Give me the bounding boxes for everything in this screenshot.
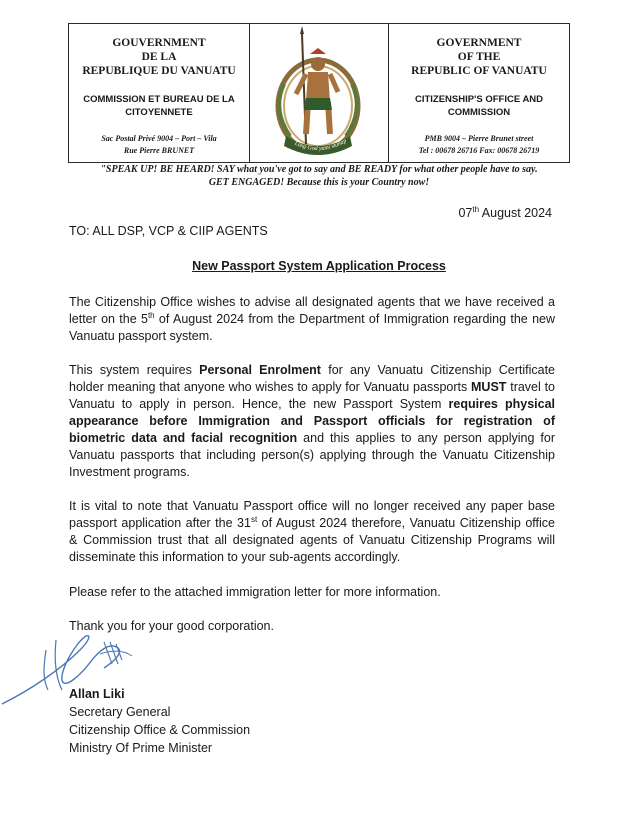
signatory-office: Citizenship Office & Commission — [69, 723, 251, 737]
subject-heading: New Passport System Application Process — [192, 259, 446, 273]
letterhead-english-title — [389, 36, 569, 78]
letterhead-english-address — [389, 133, 569, 157]
ordinal-suffix: th — [147, 310, 155, 320]
emblem-motto: Long God yumi stanap — [293, 138, 348, 153]
paragraph-advice — [69, 294, 555, 345]
letterhead-french-address — [69, 133, 249, 157]
slogan-line: GET ENGAGED! Because this is your Country now! — [208, 176, 430, 188]
coat-of-arms — [250, 24, 388, 162]
letterhead-english-office-line: CITIZENSHIP'S OFFICE AND — [414, 94, 544, 105]
letterhead-english-title-line: OF THE — [457, 51, 501, 63]
paragraph-reference: Please refer to the attached immigration letter for more information. — [69, 585, 441, 599]
letterhead-french-title-line: DE LA — [141, 51, 177, 63]
letterhead-french-address-line: Rue Pierre BRUNET — [123, 146, 195, 155]
letter-date — [458, 206, 552, 220]
letterhead-french-office-line: COMMISSION ET BUREAU DE LA — [83, 94, 235, 105]
signature-block — [69, 685, 250, 757]
paragraph-text: and this applies to any person applying for Vanuatu passports that including person(s) applying through the Vanuatu Citizenship Investment programs. — [69, 431, 555, 479]
letterhead-english-address-line: Tel : 00678 26716 Fax: 00678 26719 — [418, 146, 540, 155]
emphasis-text: requires physical appearance before Immigration and Passport officials for registration of biometric data and facial recognition — [69, 397, 555, 445]
letterhead-english-office-line: COMMISSION — [447, 106, 511, 118]
closing-line: Thank you for your good corporation. — [69, 619, 274, 633]
letterhead-french-title-line: REPUBLIQUE DU VANUATU — [82, 65, 236, 77]
paragraph-text: for any Vanuatu Citizenship Certificate holder meaning that anyone who wishes to apply for Vanuatu passports — [69, 363, 555, 394]
recipient-line: TO: ALL DSP, VCP & CIIP AGENTS — [69, 224, 268, 238]
letterhead-english-address-line: PMB 9004 – Pierre Brunet street — [424, 134, 534, 143]
slogan-line: "SPEAK UP! BE HEARD! SAY what you've got to say and BE READY for what other people have to say. — [100, 164, 538, 175]
letterhead-english-office — [389, 94, 569, 119]
paragraph-deadline — [69, 498, 555, 566]
letterhead-french-office — [69, 94, 249, 119]
signatory-title: Secretary General — [69, 705, 171, 719]
paragraph-text: travel to Vanuatu to apply in person. Hence, the new Passport System — [69, 380, 555, 411]
date-day: 07 — [458, 206, 473, 220]
signatory-name: Allan Liki — [69, 687, 125, 701]
paragraph-text: of August 2024 from the Department of Immigration regarding the new Vanuatu passport system. — [69, 312, 555, 343]
letterhead-french-address-line: Sac Postal Privé 9004 – Port – Vila — [101, 134, 217, 143]
letterhead-english-block — [388, 24, 569, 162]
letterhead — [68, 23, 570, 163]
date-suffix: th — [472, 204, 480, 214]
signatory-ministry: Ministry Of Prime Minister — [69, 741, 213, 755]
letterhead-french-block — [69, 24, 250, 162]
emphasis-text: Personal Enrolment — [199, 363, 321, 377]
paragraph-text: The Citizenship Office wishes to advise all designated agents that we have received a letter on the 5 — [69, 295, 555, 326]
paragraph-text: This system requires — [69, 363, 200, 377]
slogan — [68, 164, 570, 189]
ordinal-suffix: st — [250, 514, 258, 524]
date-month-year: August 2024 — [479, 206, 552, 220]
letterhead-english-title-line: GOVERNMENT — [436, 37, 522, 49]
paragraph-text: of August 2024 therefore, Vanuatu Citizenship office & Commission trust that all designated agents of Vanuatu Citizenship Programs will disseminate this information to your sub-agents accordingly. — [69, 516, 555, 564]
paragraph-requirements — [69, 362, 555, 481]
letterhead-french-title-line: GOUVERNMENT — [112, 37, 206, 49]
letterhead-english-title-line: REPUBLIC OF VANUATU — [411, 65, 547, 77]
letterhead-french-office-line: CITOYENNETE — [125, 106, 193, 118]
letterhead-french-title — [69, 36, 249, 78]
vanuatu-emblem-icon — [250, 24, 386, 161]
emphasis-text: MUST — [471, 380, 507, 394]
paragraph-text: It is vital to note that Vanuatu Passport office will no longer received any paper base passport application after the 31 — [69, 499, 555, 530]
